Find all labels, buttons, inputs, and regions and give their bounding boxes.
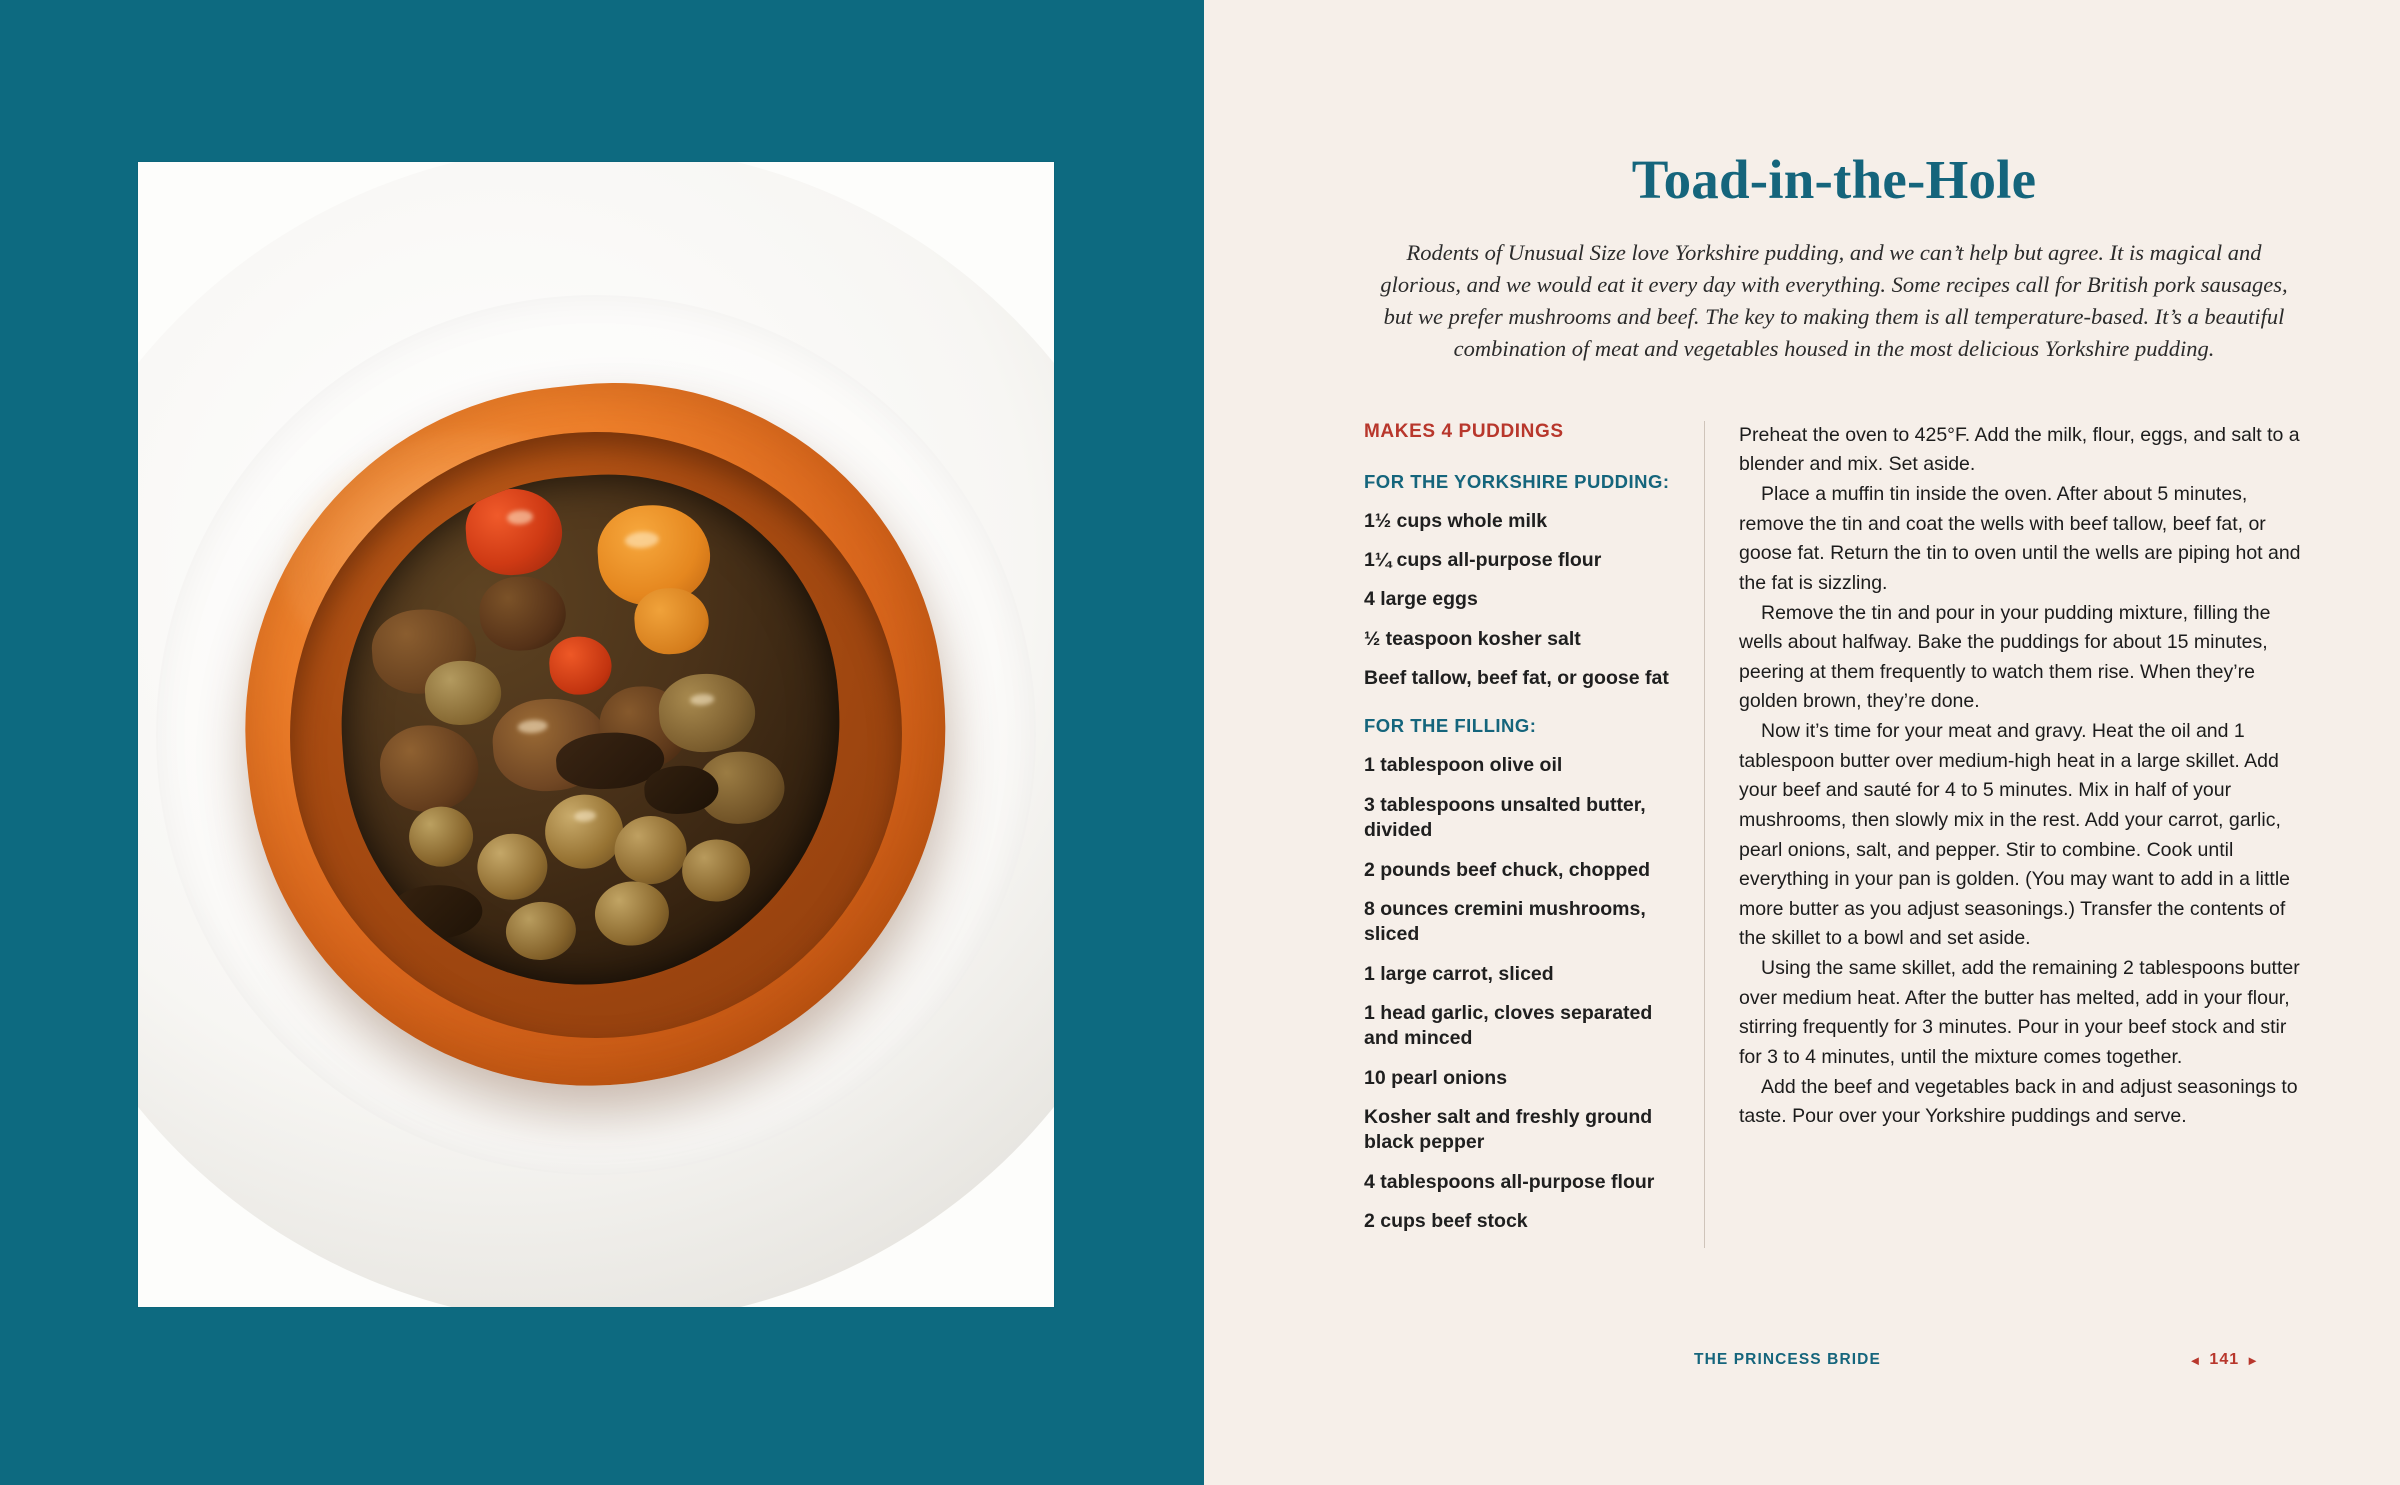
- list-item: Kosher salt and freshly ground black pepper: [1364, 1105, 1653, 1154]
- left-arrow-icon: ◄: [2188, 1352, 2203, 1368]
- carrot-slice: [632, 585, 710, 656]
- pearl-onion: [407, 804, 475, 868]
- page-number: 141: [2209, 1351, 2240, 1368]
- list-item: ½ teaspoon kosher salt: [1364, 627, 1581, 650]
- list-item: 4 tablespoons all-purpose flour: [1364, 1170, 1655, 1193]
- list-item: 8 ounces cremini mushrooms, sliced: [1364, 897, 1646, 946]
- recipe-intro: Rodents of Unusual Size love Yorkshire pudding, and we can’t help but agree. It is magical and glorious, and we would eat it every day with everything. Some recipes call for British pork sausages, but we prefer mushrooms and beef. The key to making them is all temperature-based. It’s a beautiful combination of meat and vegetables housed in the most delicious Yorkshire pudding.: [1380, 240, 2288, 361]
- instruction-step: Preheat the oven to 425°F. Add the milk, flour, eggs, and salt to a blender and mix. Set aside.: [1739, 423, 2300, 476]
- ingredient-list-pudding: [1364, 509, 1678, 692]
- recipe-columns: [1364, 421, 2304, 1249]
- ingredient-list-filling: [1364, 753, 1678, 1234]
- book-title: THE PRINCESS BRIDE: [1694, 1351, 1881, 1368]
- toad-in-the-hole-photo: [138, 162, 1054, 1307]
- right-arrow-icon: ►: [2246, 1352, 2260, 1368]
- page-folio: [2189, 1351, 2260, 1369]
- list-item: 2 cups beef stock: [1364, 1209, 1528, 1232]
- ingredient-section-heading-pudding: FOR THE YORKSHIRE PUDDING:: [1364, 470, 1670, 492]
- instruction-step: Remove the tin and pour in your pudding mixture, filling the wells about halfway. Bake the puddings for about 15 minutes, peering at them frequently to watch them rise. When they’re golden brown, they’re done.: [1739, 601, 2271, 713]
- pearl-onion: [543, 792, 626, 871]
- page-footer: [1204, 1351, 2400, 1377]
- recipe-yield: MAKES 4 PUDDINGS: [1364, 420, 1564, 442]
- mushroom-slice: [423, 658, 503, 727]
- list-item: 1 tablespoon olive oil: [1364, 754, 1563, 777]
- instruction-step: Add the beef and vegetables back in and adjust seasonings to taste. Pour over your Yorkshire puddings and serve.: [1739, 1075, 2298, 1128]
- list-item: 10 pearl onions: [1364, 1066, 1508, 1089]
- list-item: 1 head garlic, cloves separated and minced: [1364, 1001, 1653, 1050]
- list-item: 1¼ cups all-purpose flour: [1364, 549, 1602, 572]
- recipe-title: Toad-in-the-Hole: [1631, 149, 2037, 210]
- tomato-chunk: [463, 485, 565, 577]
- beef-chunk: [477, 573, 568, 653]
- pearl-onion: [680, 837, 752, 904]
- pearl-onion: [612, 813, 689, 886]
- right-page: [1204, 0, 2400, 1485]
- instructions-column: [1704, 421, 2304, 1249]
- list-item: Beef tallow, beef fat, or goose fat: [1364, 667, 1669, 690]
- ingredients-column: [1364, 421, 1704, 1249]
- list-item: 3 tablespoons unsalted butter, divided: [1364, 793, 1646, 842]
- recipe-block: [1364, 148, 2304, 1248]
- list-item: 1½ cups whole milk: [1364, 509, 1548, 532]
- instruction-step: Using the same skillet, add the remaining 2 tablespoons butter over medium heat. After the butter has melted, add in your flour, stirring frequently for 3 minutes. Pour in your beef stock and stir for 3 to 4 minutes, until the mixture comes together.: [1739, 957, 2300, 1068]
- ingredient-section-heading-filling: FOR THE FILLING:: [1364, 715, 1537, 737]
- pearl-onion: [593, 879, 671, 948]
- mushroom-slice: [657, 670, 758, 755]
- list-item: 4 large eggs: [1364, 588, 1478, 611]
- tomato-chunk: [548, 634, 614, 696]
- dark-mushroom-piece: [389, 882, 485, 942]
- pearl-onion: [475, 831, 549, 902]
- list-item: 2 pounds beef chuck, chopped: [1364, 858, 1651, 881]
- pearl-onion: [504, 899, 578, 962]
- instruction-step: Place a muffin tin inside the oven. After about 5 minutes, remove the tin and coat the wells with beef tallow, beef fat, or goose fat. Return the tin to oven until the wells are piping hot and the fat is sizzling.: [1739, 483, 2301, 594]
- list-item: 1 large carrot, sliced: [1364, 962, 1554, 985]
- instruction-step: Now it’s time for your meat and gravy. Heat the oil and 1 tablespoon butter over medium-high heat in a large skillet. Add your beef and sauté for 4 to 5 minutes. Mix in half of your mushrooms, then slowly mix in the rest. Add your carrot, garlic, pearl onions, salt, and pepper. Stir to combine. Cook until everything in your pan is golden. (You may want to add in a little more butter as you adjust seasonings.) Transfer the contents of the skillet to a bowl and set aside.: [1739, 720, 2291, 950]
- beef-chunk: [377, 721, 481, 814]
